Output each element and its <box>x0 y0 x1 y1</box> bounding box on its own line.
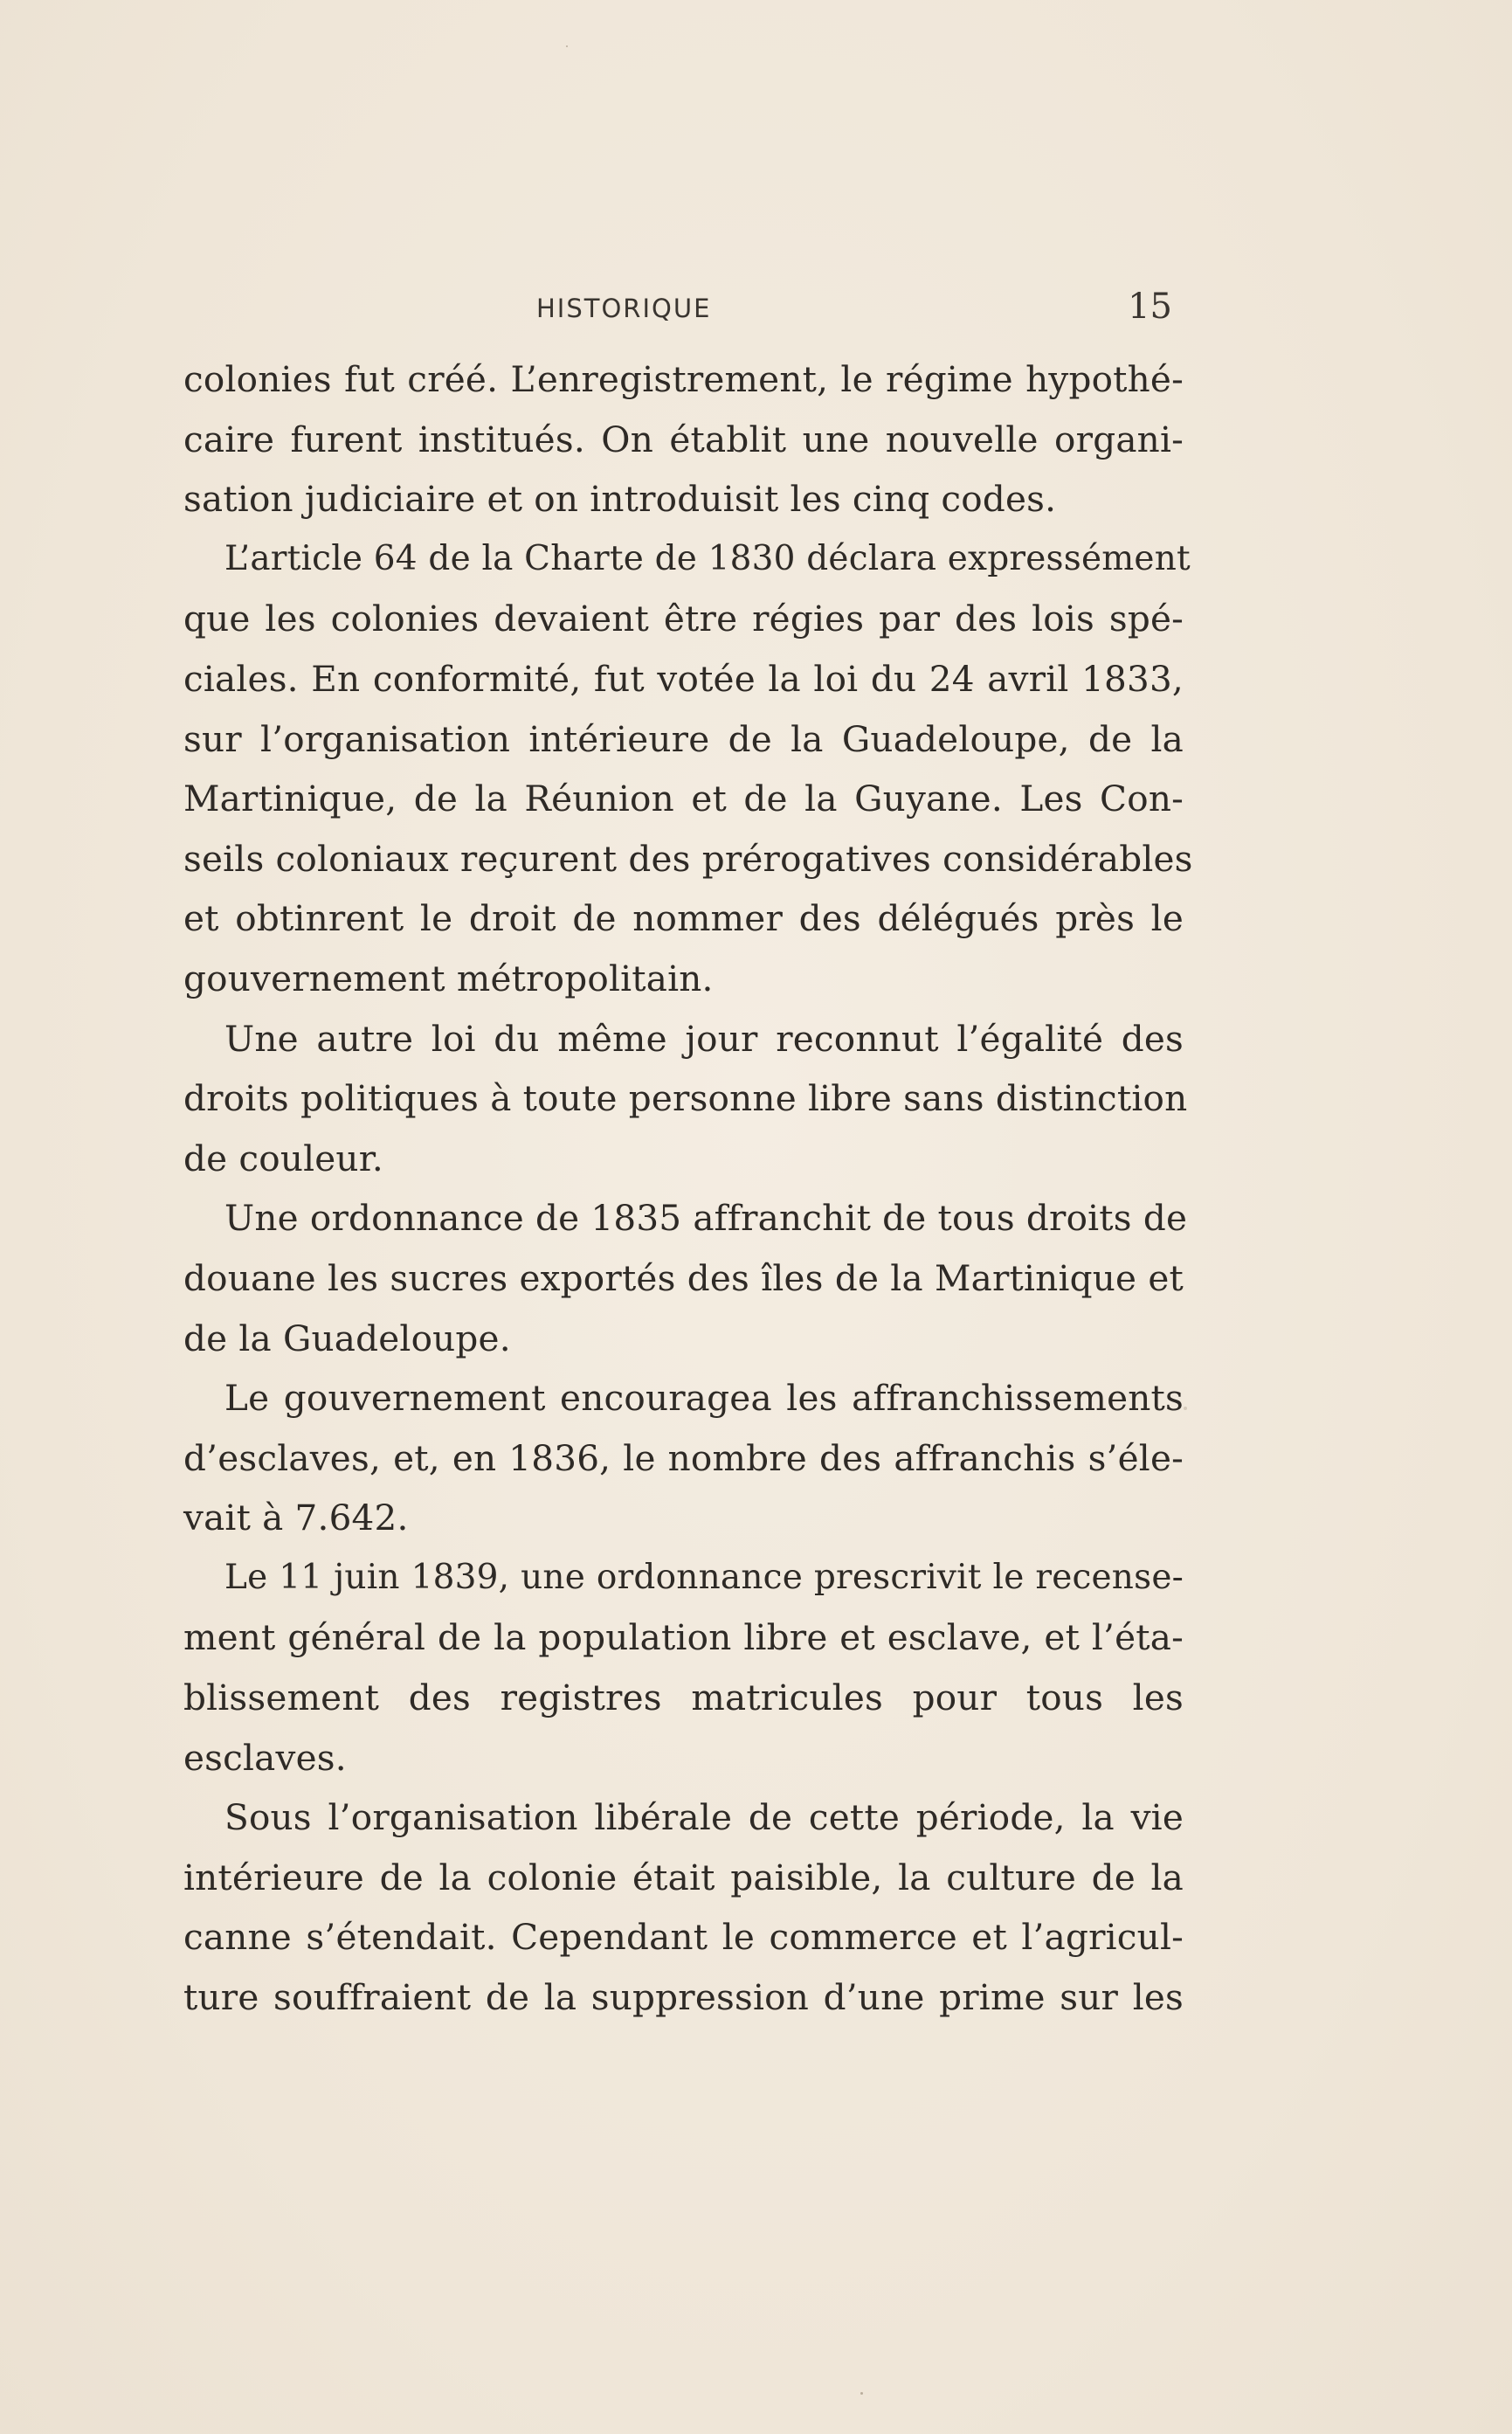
text-line: canne s’étendait. Cependant le commerce et l’agricul- <box>183 1916 1184 1959</box>
paper-speck <box>1184 1407 1187 1410</box>
text-line: esclaves. <box>183 1736 347 1779</box>
text-line: vait à 7.642. <box>183 1497 409 1539</box>
text-line: seils coloniaux reçurent des prérogatives considérables <box>183 837 1193 880</box>
text-line: et obtinrent le droit de nommer des délégués près le <box>183 897 1184 940</box>
text-line: que les colonies devaient être régies par des lois spé- <box>183 598 1184 640</box>
text-line: Sous l’organisation libérale de cette période, la vie <box>224 1796 1184 1839</box>
text-line: droits politiques à toute personne libre sans distinction <box>183 1077 1188 1120</box>
running-title: HISTORIQUE <box>536 294 712 323</box>
page-number: 15 <box>1128 287 1172 327</box>
body-text <box>183 349 1193 2028</box>
text-line: ture souffraient de la suppression d’une prime sur les <box>183 1976 1184 2019</box>
paper-speck <box>860 2392 863 2395</box>
text-line: Le 11 juin 1839, une ordonnance prescrivit le recense- <box>224 1557 1184 1597</box>
text-line: douane les sucres exportés des îles de la Martinique et <box>183 1256 1184 1299</box>
text-line: d’esclaves, et, en 1836, le nombre des affranchis s’éle- <box>183 1436 1184 1479</box>
page-header <box>183 287 1172 330</box>
text-line: blissement des registres matricules pour tous les <box>183 1677 1184 1719</box>
text-line: ment général de la population libre et esclave, et l’éta- <box>183 1616 1184 1659</box>
text-line: sur l’organisation intérieure de la Guadeloupe, de la <box>183 717 1184 760</box>
text-line: sation judiciaire et on introduisit les cinq codes. <box>183 478 1057 521</box>
text-line: Une ordonnance de 1835 affranchit de tous droits de <box>224 1197 1188 1240</box>
text-line: Martinique, de la Réunion et de la Guyane. Les Con- <box>183 778 1184 820</box>
text-line: colonies fut créé. L’enregistrement, le régime hypothé- <box>183 358 1184 400</box>
text-line: L’article 64 de la Charte de 1830 déclara expressément <box>224 538 1191 578</box>
text-line: de la Guadeloupe. <box>183 1317 511 1359</box>
text-line: ciales. En conformité, fut votée la loi du 24 avril 1833, <box>183 657 1184 700</box>
text-line: intérieure de la colonie était paisible, la culture de la <box>183 1856 1184 1898</box>
text-line: Le gouvernement encouragea les affranchissements <box>224 1377 1184 1420</box>
text-line: de couleur. <box>183 1137 383 1179</box>
text-line: Une autre loi du même jour reconnut l’égalité des <box>224 1017 1184 1060</box>
text-line: caire furent institués. On établit une nouvelle organi- <box>183 418 1184 460</box>
text-line: gouvernement métropolitain. <box>183 957 714 999</box>
paper-speck <box>566 45 568 47</box>
